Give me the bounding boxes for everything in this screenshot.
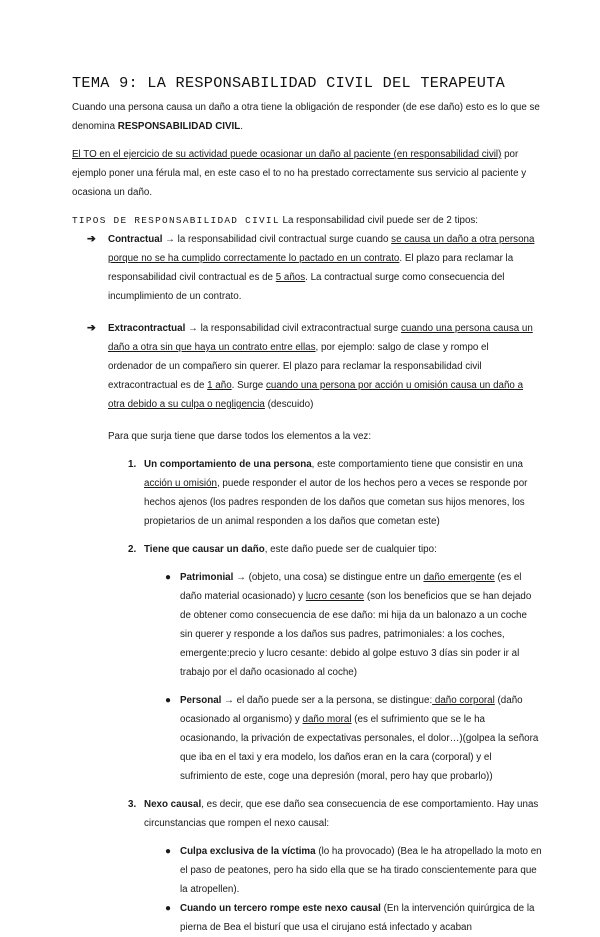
extracontractual-item bbox=[72, 319, 536, 414]
personal-name: Personal bbox=[180, 695, 222, 706]
contractual-text-3: . La contractual surge como consecuencia del incumplimiento de un contrato. bbox=[108, 272, 505, 302]
personal-underline-2: daño moral bbox=[302, 714, 352, 725]
personal-text-2: (daño ocasionado al organismo) y bbox=[180, 695, 523, 725]
intro-end: . bbox=[240, 121, 243, 132]
bullet-icon: ● bbox=[165, 695, 172, 706]
tipos-text: La responsabilidad civil puede ser de 2 tipos: bbox=[279, 215, 479, 226]
para-surja-text: Para que surja tiene que darse todos los elementos a la vez: bbox=[108, 431, 372, 442]
tipos-heading: TIPOS DE RESPONSABILIDAD CIVIL bbox=[72, 215, 280, 226]
contractual-underline-2: 5 años bbox=[275, 272, 306, 283]
element-item-1 bbox=[72, 455, 542, 531]
contractual-text-1: → la responsabilidad civil contractual surge cuando bbox=[162, 234, 392, 245]
to-text: por ejemplo poner una férula mal, en este caso el to no ha prestado correctamente sus servicio al paciente y ocasiona un daño. bbox=[72, 149, 527, 198]
page-title: TEMA 9: LA RESPONSABILIDAD CIVIL DEL TERAPEUTA bbox=[72, 74, 506, 92]
arrow-icon: ➔ bbox=[87, 322, 96, 334]
extracontractual-underline-1: cuando una persona causa un daño a otra sin que haya un contrato entre ellas bbox=[108, 323, 533, 353]
item-number: 1. bbox=[128, 459, 137, 470]
personal-text-3: (es el sufrimiento que se le ha ocasionando, la privación de expectativas personales, el dolor…)(golpea la señora que iba en el taxi y era modelo, los daños eran en la cara (corporal) y el sufrimiento de este, coge una depresión (moral, pero hay que probarlo)) bbox=[180, 714, 539, 782]
patrimonial-text-3: (son los beneficios que se han dejado de obtener como consecuencia de ese daño: mi hija da un balonazo a un coche sin querer y responde a los daños sus padres, patrimoniales: a los coches, emergente:precio y lucro cesante: debido al golpe estuvo 3 días sin poder ir al trabajo por el daño ocasionado al coche) bbox=[180, 591, 532, 678]
extracontractual-text-4: (descuido) bbox=[264, 399, 314, 410]
extracontractual-text-1: → la responsabilidad civil extracontractual surge bbox=[185, 323, 401, 334]
patrimonial-item bbox=[72, 568, 542, 682]
tercero-text: (En la intervención quirúrgica de la pierna de Bea el bisturí que usa el cirujano está infectado y acaban bbox=[180, 903, 535, 933]
intro-text: Cuando una persona causa un daño a otra tiene la obligación de responder (de ese daño) esto es lo que se denomina bbox=[72, 102, 540, 132]
extracontractual-underline-2: 1 año bbox=[207, 380, 232, 391]
bullet-icon: ● bbox=[165, 846, 172, 857]
element-item-2 bbox=[72, 540, 542, 559]
element-item-3 bbox=[72, 795, 542, 833]
item3-bold: Nexo causal bbox=[144, 799, 202, 810]
contractual-text-2: . El plazo para reclamar la responsabilidad civil contractual es de bbox=[108, 253, 514, 283]
patrimonial-name: Patrimonial bbox=[180, 572, 234, 583]
personal-item bbox=[72, 691, 542, 786]
contractual-underline-1: se causa un daño a otra persona porque no se ha cumplido correctamente lo pactado en un contrato bbox=[108, 234, 535, 264]
item1-underline: acción u omisión bbox=[144, 478, 217, 489]
extracontractual-text-3: . Surge bbox=[231, 380, 266, 391]
patrimonial-underline-2: lucro cesante bbox=[305, 591, 365, 602]
personal-text-1: → el daño puede ser a la persona, se distingue: bbox=[221, 695, 433, 706]
item1-text-2: , puede responder el autor de los hechos pero a veces se responde por hechos ajenos (los padres responden de los daños que cometan sus hijos menores, los propietarios de un animal responden a los daños que cometan este) bbox=[144, 478, 528, 527]
to-underlined-text: El TO en el ejercicio de su actividad puede ocasionar un daño al paciente (en responsabilidad civil) bbox=[72, 149, 502, 160]
tercero-name: Cuando un tercero rompe este nexo causal bbox=[180, 903, 381, 914]
culpa-item bbox=[72, 842, 542, 899]
item2-bold: Tiene que causar un daño bbox=[144, 544, 265, 555]
item2-text: , este daño puede ser de cualquier tipo: bbox=[264, 544, 437, 555]
item1-text-1: , este comportamiento tiene que consistir en una bbox=[311, 459, 523, 470]
tipos-paragraph bbox=[72, 211, 542, 230]
item-number: 2. bbox=[128, 544, 137, 555]
item1-bold: Un comportamiento de una persona bbox=[144, 459, 312, 470]
extracontractual-text-2: , por ejemplo: salgo de clase y rompo el ordenador de un compañero sin querer. El plazo para reclamar la responsabilidad civil extracontractual es de bbox=[108, 342, 489, 391]
tercero-item bbox=[72, 899, 542, 937]
patrimonial-underline-1: daño emergente bbox=[423, 572, 495, 583]
patrimonial-text-2: (es el daño material ocasionado) y bbox=[180, 572, 522, 602]
bullet-icon: ● bbox=[165, 903, 172, 914]
bullet-icon: ● bbox=[165, 572, 172, 583]
to-paragraph bbox=[72, 145, 542, 202]
contractual-item bbox=[72, 230, 536, 306]
extracontractual-underline-3: cuando una persona por acción u omisión causa un daño a otra debido a su culpa o negligencia bbox=[108, 380, 524, 410]
intro-paragraph bbox=[72, 98, 542, 136]
culpa-text: (lo ha provocado) (Bea le ha atropellado la moto en el paso de peatones, pero ha sido ella que se ha tirado conscientemente para que la atropellen). bbox=[180, 846, 542, 895]
extracontractual-name: Extracontractual bbox=[108, 323, 186, 334]
culpa-name: Culpa exclusiva de la víctima bbox=[180, 846, 316, 857]
contractual-name: Contractual bbox=[108, 234, 163, 245]
item3-text: , es decir, que ese daño sea consecuencia de ese comportamiento. Hay unas circunstancias que rompen el nexo causal: bbox=[144, 799, 539, 829]
arrow-icon: ➔ bbox=[87, 233, 96, 245]
personal-underline-1: daño corporal bbox=[432, 695, 495, 706]
document-body bbox=[72, 98, 542, 937]
intro-term: RESPONSABILIDAD CIVIL bbox=[117, 121, 241, 132]
item-number: 3. bbox=[128, 799, 137, 810]
patrimonial-text-1: → (objeto, una cosa) se distingue entre un bbox=[233, 572, 424, 583]
